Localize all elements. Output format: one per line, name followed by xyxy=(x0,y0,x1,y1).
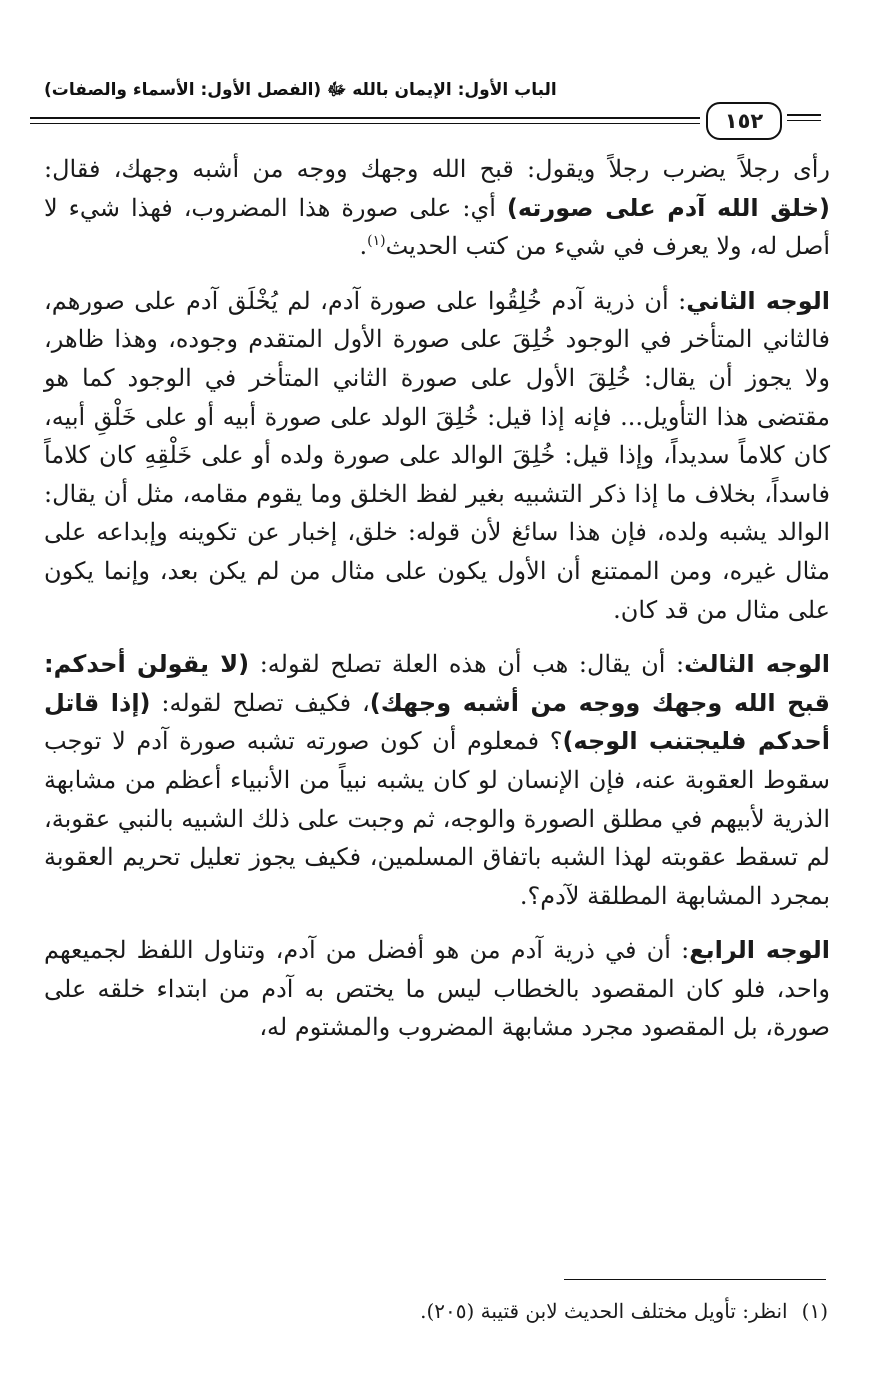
hadith-quote: (خلق الله آدم على صورته) xyxy=(506,193,830,222)
header-title: الباب الأول: الإيمان بالله ﷻ (الفصل الأول: الأسماء والصفات) xyxy=(44,79,557,100)
paragraph-text: ؟ فمعلوم أن كون صورته تشبه صورة آدم لا توجب سقوط العقوبة عنه، فإن الإنسان لو كان يشبه نبياً من الأنبياء أعظم من مشابهة الذرية لأبيهم في مطلق الصورة والوجه، ثم وجبت على ذلك الشبيه بالنبي عقوبة، لم تسقط عقوبته لهذا الشبه باتفاق المسلمين، فكيف يجوز تعليل تحريم العقوبة بمجرد المشابهة المطلقة لآدم؟. xyxy=(44,727,830,910)
header-rule xyxy=(30,117,700,119)
page-number: ١٥٢ xyxy=(706,102,782,140)
paragraph-end: . xyxy=(359,232,368,261)
paragraph-text: ، فكيف تصلح لقوله: xyxy=(150,688,370,717)
footnote-ref[interactable]: (١) xyxy=(367,233,386,250)
hadith-quote: (لا يقولن أحدكم: قبح الله وجهك ووجه من أشبه وجهك) xyxy=(44,650,830,717)
footnote xyxy=(300,1296,828,1326)
page-number-dash xyxy=(787,114,821,116)
hadith-quote: (إذا قاتل أحدكم فليجتنب الوجه) xyxy=(44,688,830,756)
paragraph-4 xyxy=(44,931,830,1047)
paragraph-text: : أن يقال: هب أن هذه العلة تصلح لقوله: xyxy=(249,650,685,679)
paragraph-2 xyxy=(44,282,830,629)
footnote-number: (١) xyxy=(801,1299,828,1323)
paragraph-1 xyxy=(44,150,830,266)
section-lead: الوجه الثالث xyxy=(684,650,830,679)
paragraph-text: : أن ذرية آدم خُلِقُوا على صورة آدم، لم يُخْلَق آدم على صورهم، فالثاني المتأخر في الوجود خُلِقَ على صورة الأول المتقدم وجوده، وهذا ظاهر، ولا يجوز أن يقال: خُلِقَ الأول على صورة الثاني المتأخر في الوجود كما هو مقتضى هذا التأويل... فإنه إذا قيل: خُلِقَ الولد على صورة أبيه أو على خَلْقِ أبيه، كان كلاماً سديداً، وإذا قيل: خُلِقَ الوالد على صورة ولده أو على خَلْقِهِ كان كلاماً فاسداً، بخلاف ما إذا ذكر التشبيه بغير لفظ الخلق وما يقوم مقامه، مثل أن يقال: الوالد يشبه ولده، فإن هذا سائغ لأن قوله: خلق، إخبار عن تكوينه وإبداعه على مثال غيره، ومن الممتنع أن الأول يكون على مثال من لم يكن بعد، وإنما يكون على مثال من قد كان. xyxy=(44,286,830,624)
paragraph-text: : أن في ذرية آدم من هو أفضل من آدم، وتناول اللفظ لجميعهم واحد، فلو كان المقصود بالخطاب ليس ما يختص به آدم من ابتداء خلقه على صورة، بل المقصود مجرد مشابهة المضروب والمشتوم له، xyxy=(44,936,830,1042)
paragraph-text: أي: على صورة هذا المضروب، فهذا شيء لا أصل له، ولا يعرف في شيء من كتب الحديث xyxy=(44,193,830,261)
running-header xyxy=(44,76,824,106)
body-text xyxy=(44,150,830,1047)
footnote-text: انظر: تأويل مختلف الحديث لابن قتيبة (٢٠٥). xyxy=(420,1299,788,1323)
page-number-dash-thin xyxy=(787,120,821,121)
paragraph-text: رأى رجلاً يضرب رجلاً ويقول: قبح الله وجهك ووجه من أشبه وجهك، فقال: xyxy=(44,155,830,183)
header-rule-thin xyxy=(30,123,700,124)
paragraph-3 xyxy=(44,645,830,915)
section-lead: الوجه الثاني xyxy=(686,286,830,315)
footnote-rule xyxy=(564,1279,826,1280)
section-lead: الوجه الرابع xyxy=(689,936,830,965)
